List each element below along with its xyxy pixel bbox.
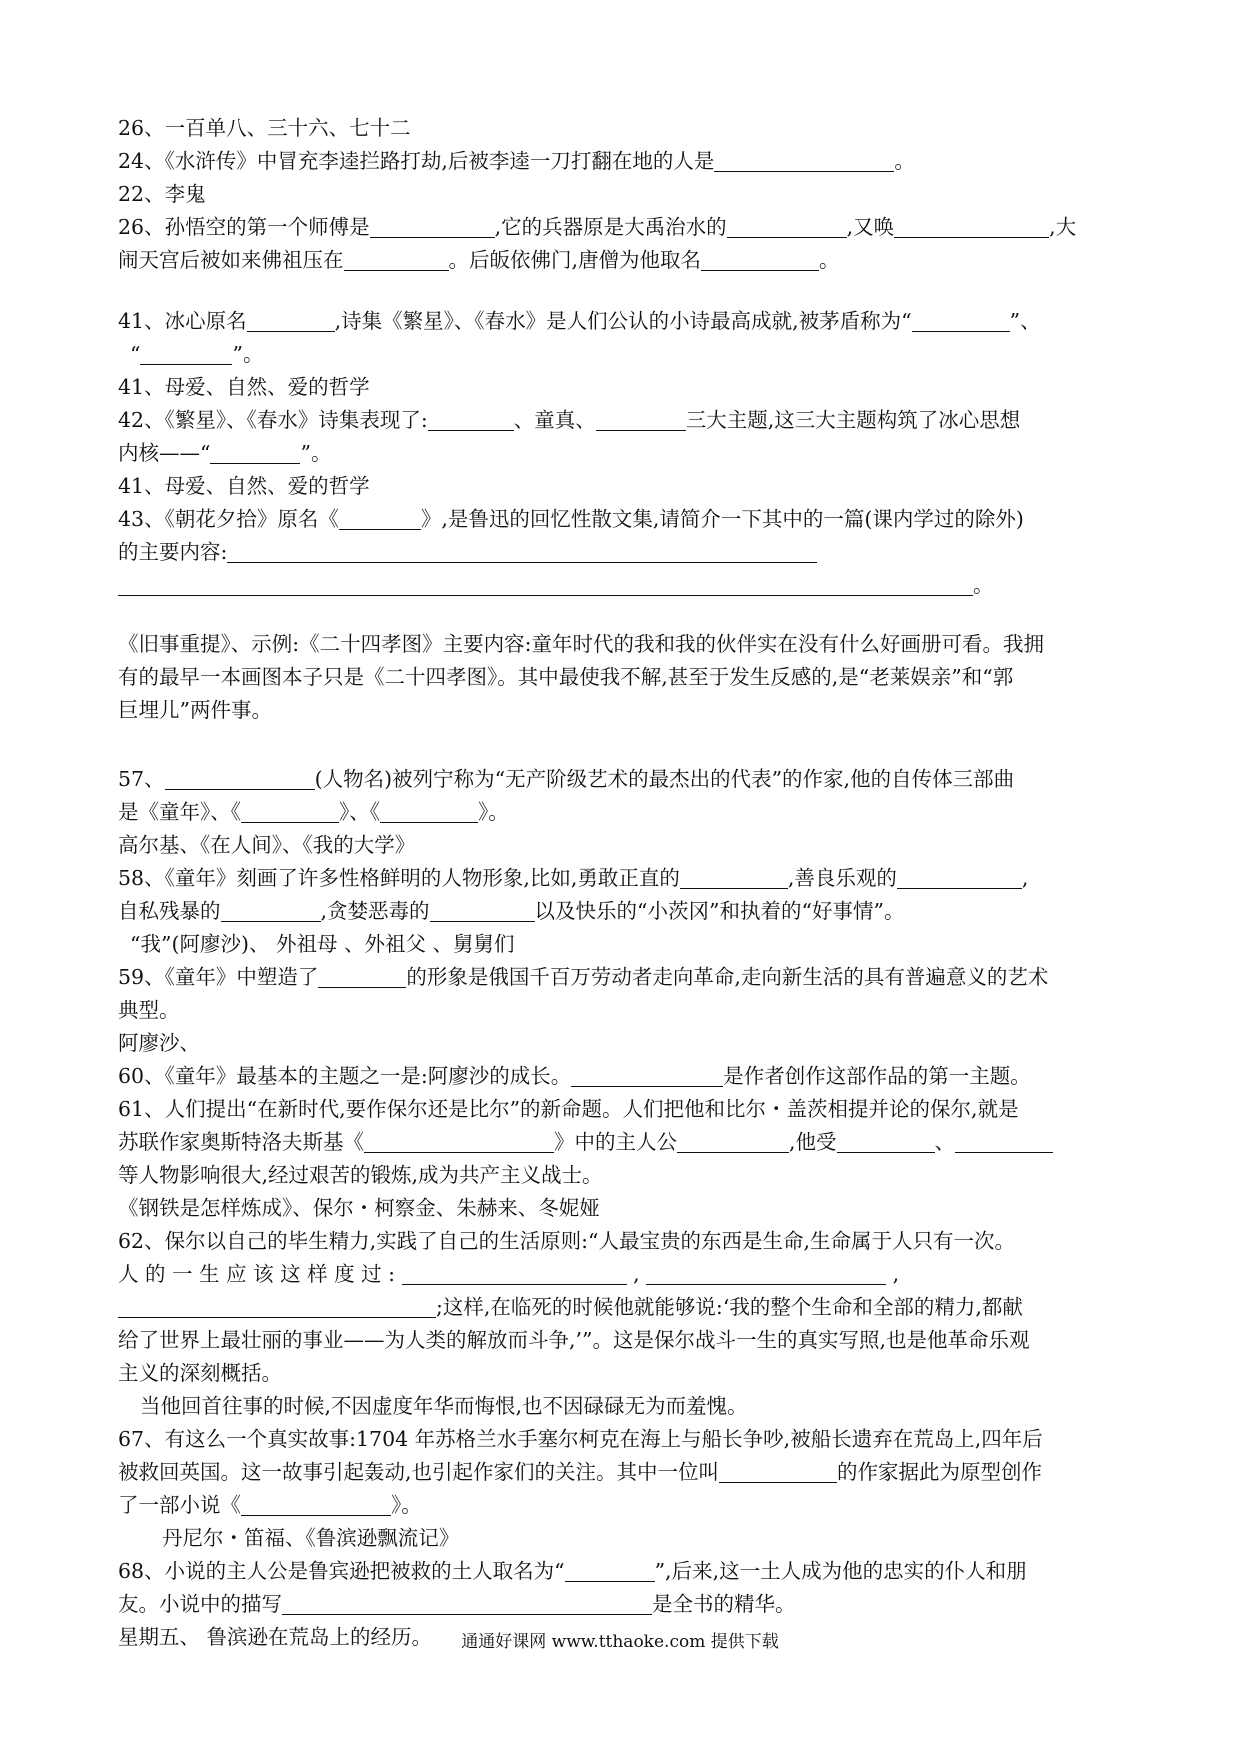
text-line bbox=[118, 338, 1128, 371]
answer-blank bbox=[680, 866, 788, 889]
text-line bbox=[118, 994, 1128, 1027]
line-text: ”。 bbox=[300, 441, 332, 465]
line-text: 43、《朝花夕拾》原名《 bbox=[118, 507, 339, 531]
line-text: 苏联作家奥斯特洛夫斯基《 bbox=[118, 1130, 364, 1154]
text-line bbox=[118, 661, 1128, 694]
text-line bbox=[118, 694, 1128, 727]
text-line bbox=[118, 1126, 1128, 1159]
answer-blank bbox=[227, 540, 817, 563]
line-text: 。 bbox=[894, 149, 915, 173]
answer-blank bbox=[571, 1064, 723, 1087]
line-text: 典型。 bbox=[118, 998, 180, 1022]
line-text: , bbox=[1021, 866, 1029, 890]
line-text: 给了世界上最壮丽的事业——为人类的解放而斗争,’”。这是保尔战斗一生的真实写照,也是他革命乐观 bbox=[118, 1328, 1030, 1352]
answer-blank bbox=[596, 408, 686, 431]
text-line bbox=[118, 1093, 1128, 1126]
answer-blank bbox=[241, 800, 339, 823]
line-text: ”、 bbox=[1009, 309, 1041, 333]
line-text: 内核——“ bbox=[118, 441, 211, 465]
line-text: 高尔基、《在人间》、《我的大学》 bbox=[118, 833, 416, 857]
line-text: 60、《童年》最基本的主题之一是:阿廖沙的成长。 bbox=[118, 1064, 572, 1088]
text-line bbox=[118, 862, 1128, 895]
line-text: 以及快乐的“小茨冈”和执着的“好事情”。 bbox=[534, 899, 905, 923]
line-text: 、 bbox=[934, 1130, 956, 1154]
answer-blank bbox=[364, 1130, 554, 1153]
line-text: 主义的深刻概括。 bbox=[118, 1361, 282, 1385]
line-text: ,他受 bbox=[789, 1130, 837, 1154]
line-text: 是《童年》、《 bbox=[118, 800, 241, 824]
line-text: ;这样,在临死的时候他就能够说:‘我的整个生命和全部的精力,都献 bbox=[436, 1295, 1023, 1319]
answer-blank bbox=[701, 248, 819, 271]
line-text: 的形象是俄国千百万劳动者走向革命,走向新生活的具有普遍意义的艺术 bbox=[406, 965, 1049, 989]
answer-blank bbox=[714, 149, 894, 172]
line-text: 59、《童年》中塑造了 bbox=[118, 965, 319, 989]
paragraph-gap bbox=[118, 277, 1128, 305]
line-text: 人 的 一 生 应 该 这 样 度 过 : bbox=[118, 1262, 402, 1286]
line-text: 22、李鬼 bbox=[118, 182, 206, 206]
line-text: 68、小说的主人公是鲁宾逊把被救的土人取名为“ bbox=[118, 1559, 565, 1583]
text-line bbox=[118, 796, 1128, 829]
text-line bbox=[118, 1489, 1128, 1522]
answer-blank bbox=[677, 1130, 789, 1153]
line-text: 。 bbox=[973, 573, 994, 597]
answer-blank bbox=[955, 1130, 1053, 1153]
line-text: ,大 bbox=[1049, 215, 1077, 239]
line-text: 》、《 bbox=[339, 800, 380, 824]
answer-blank bbox=[897, 866, 1022, 889]
text-line bbox=[118, 1390, 1128, 1423]
line-text: 41、冰心原名 bbox=[118, 309, 247, 333]
line-text: ”。 bbox=[232, 342, 264, 366]
page-footer: 通通好课网 www.tthaoke.com 提供下载 bbox=[461, 1632, 779, 1652]
line-text: 》,是鲁迅的回忆性散文集,请简介一下其中的一篇(课内学过的除外) bbox=[420, 507, 1024, 531]
line-text: 有的最早一本画图本子只是《二十四孝图》。其中最使我不解,甚至于发生反感的,是“老莱娱亲”和“郭 bbox=[118, 665, 1014, 689]
line-text: 自私残暴的 bbox=[118, 899, 221, 923]
text-line bbox=[118, 1555, 1128, 1588]
answer-blank bbox=[428, 408, 514, 431]
line-text: 巨埋儿”两件事。 bbox=[118, 698, 272, 722]
paragraph-gap bbox=[118, 602, 1128, 628]
text-line bbox=[118, 112, 1128, 145]
answer-blank bbox=[247, 309, 335, 332]
answer-blank bbox=[380, 800, 478, 823]
answer-blank bbox=[221, 899, 321, 922]
text-line bbox=[118, 1357, 1128, 1390]
answer-blank bbox=[165, 767, 315, 790]
line-text: 、童真、 bbox=[513, 408, 596, 432]
line-text: 丹尼尔・笛福、《鲁滨逊飘流记》 bbox=[162, 1526, 460, 1550]
line-text: 《旧事重提》、示例:《二十四孝图》主要内容:童年时代的我和我的伙伴实在没有什么好画册可看。我拥 bbox=[118, 632, 1045, 656]
answer-blank bbox=[370, 215, 495, 238]
line-text: 24、《水浒传》中冒充李逵拦路打劫,后被李逵一刀打翻在地的人是 bbox=[118, 149, 715, 173]
text-line bbox=[118, 244, 1128, 277]
text-line bbox=[118, 1258, 1128, 1291]
line-text: 星期五、 鲁滨逊在荒岛上的经历。 bbox=[118, 1625, 433, 1649]
answer-blank bbox=[727, 215, 847, 238]
answer-blank bbox=[894, 215, 1049, 238]
text-line bbox=[118, 1324, 1128, 1357]
line-text: 被救回英国。这一故事引起轰动,也引起作家们的关注。其中一位叫 bbox=[118, 1460, 720, 1484]
line-text: 是全书的精华。 bbox=[652, 1592, 796, 1616]
text-line bbox=[118, 178, 1128, 211]
answer-blank bbox=[565, 1559, 655, 1582]
text-line bbox=[118, 1423, 1128, 1456]
answer-blank bbox=[118, 573, 973, 596]
line-text: 的作家据此为原型创作 bbox=[837, 1460, 1043, 1484]
answer-blank bbox=[719, 1460, 837, 1483]
line-text: ,又唤 bbox=[846, 215, 895, 239]
text-line bbox=[118, 895, 1128, 928]
text-line bbox=[118, 305, 1128, 338]
line-text: ,善良乐观的 bbox=[787, 866, 897, 890]
text-line bbox=[118, 1192, 1128, 1225]
text-line bbox=[118, 1225, 1128, 1258]
line-text: “我”(阿廖沙)、 外祖母 、外祖父 、舅舅们 bbox=[130, 932, 515, 956]
line-text: 友。小说中的描写 bbox=[118, 1592, 282, 1616]
text-line bbox=[118, 829, 1128, 862]
answer-blank bbox=[140, 342, 232, 365]
line-text: 41、母爱、自然、爱的哲学 bbox=[118, 375, 370, 399]
line-text: 。后皈依佛门,唐僧为他取名 bbox=[448, 248, 702, 272]
line-text: 》。 bbox=[391, 1493, 422, 1517]
line-text: 26、一百单八、三十六、七十二 bbox=[118, 116, 411, 140]
answer-blank bbox=[318, 965, 406, 988]
text-line bbox=[118, 1588, 1128, 1621]
line-text: , bbox=[626, 1262, 647, 1286]
line-text: ”,后来,这一土人成为他的忠实的仆人和朋 bbox=[654, 1559, 1027, 1583]
line-text: ,诗集《繁星》、《春水》是人们公认的小诗最高成就,被茅盾称为“ bbox=[334, 309, 912, 333]
line-text: (人物名)被列宁称为“无产阶级艺术的最杰出的代表”的作家,他的自传体三部曲 bbox=[314, 767, 1015, 791]
line-text: 67、有这么一个真实故事:1704 年苏格兰水手塞尔柯克在海上与船长争吵,被船长遗弃在荒岛上,四年后 bbox=[118, 1427, 1043, 1451]
line-text: 》。 bbox=[478, 800, 509, 824]
answer-blank bbox=[210, 441, 300, 464]
text-line bbox=[118, 569, 1128, 602]
text-line bbox=[118, 1522, 1128, 1555]
answer-blank bbox=[339, 507, 421, 530]
answer-blank bbox=[837, 1130, 935, 1153]
line-text: 三大主题,这三大主题构筑了冰心思想 bbox=[685, 408, 1021, 432]
text-line bbox=[118, 404, 1128, 437]
text-line bbox=[118, 1027, 1128, 1060]
text-line bbox=[118, 628, 1128, 661]
line-text: 61、人们提出“在新时代,要作保尔还是比尔”的新命题。人们把他和比尔・盖茨相提并论的保尔,就是 bbox=[118, 1097, 1019, 1121]
line-text: ,贪婪恶毒的 bbox=[320, 899, 430, 923]
line-text: 41、母爱、自然、爱的哲学 bbox=[118, 474, 370, 498]
text-line bbox=[118, 1456, 1128, 1489]
line-text: 的主要内容: bbox=[118, 540, 228, 564]
text-line bbox=[118, 1291, 1128, 1324]
line-text: 》中的主人公 bbox=[554, 1130, 677, 1154]
answer-blank bbox=[118, 1295, 436, 1318]
text-line bbox=[118, 763, 1128, 796]
text-line bbox=[118, 961, 1128, 994]
answer-blank bbox=[402, 1262, 627, 1285]
paragraph-gap bbox=[118, 727, 1128, 763]
text-line bbox=[118, 928, 1128, 961]
text-line bbox=[118, 1159, 1128, 1192]
answer-blank bbox=[344, 248, 449, 271]
line-text: 等人物影响很大,经过艰苦的锻炼,成为共产主义战士。 bbox=[118, 1163, 603, 1187]
answer-blank bbox=[646, 1262, 886, 1285]
text-line bbox=[118, 211, 1128, 244]
line-text: 58、《童年》刻画了许多性格鲜明的人物形象,比如,勇敢正直的 bbox=[118, 866, 680, 890]
line-text: 闹天宫后被如来佛祖压在 bbox=[118, 248, 344, 272]
line-text: 阿廖沙、 bbox=[118, 1031, 200, 1055]
answer-blank bbox=[912, 309, 1010, 332]
line-text: 26、孙悟空的第一个师傅是 bbox=[118, 215, 370, 239]
text-line bbox=[118, 1060, 1128, 1093]
text-line bbox=[118, 371, 1128, 404]
document-body bbox=[118, 112, 1128, 1654]
line-text: 是作者创作这部作品的第一主题。 bbox=[723, 1064, 1031, 1088]
line-text: 《钢铁是怎样炼成》、保尔・柯察金、朱赫来、冬妮娅 bbox=[118, 1196, 600, 1220]
answer-blank bbox=[241, 1493, 391, 1516]
answer-blank bbox=[282, 1592, 652, 1615]
text-line bbox=[118, 470, 1128, 503]
line-text: ,它的兵器原是大禹治水的 bbox=[494, 215, 727, 239]
text-line bbox=[118, 503, 1128, 536]
text-line bbox=[118, 145, 1128, 178]
text-line bbox=[118, 536, 1128, 569]
line-text: , bbox=[886, 1262, 900, 1286]
text-line bbox=[118, 437, 1128, 470]
line-text: “ bbox=[130, 342, 141, 366]
line-text: 。 bbox=[819, 248, 840, 272]
line-text: 42、《繁星》、《春水》诗集表现了: bbox=[118, 408, 428, 432]
line-text: 57、 bbox=[118, 767, 165, 791]
line-text: 62、保尔以自己的毕生精力,实践了自己的生活原则:“人最宝贵的东西是生命,生命属于人只有一次。 bbox=[118, 1229, 1016, 1253]
answer-blank bbox=[430, 899, 535, 922]
line-text: 当他回首往事的时候,不因虚度年华而悔恨,也不因碌碌无为而羞愧。 bbox=[140, 1394, 748, 1418]
line-text: 了一部小说《 bbox=[118, 1493, 241, 1517]
